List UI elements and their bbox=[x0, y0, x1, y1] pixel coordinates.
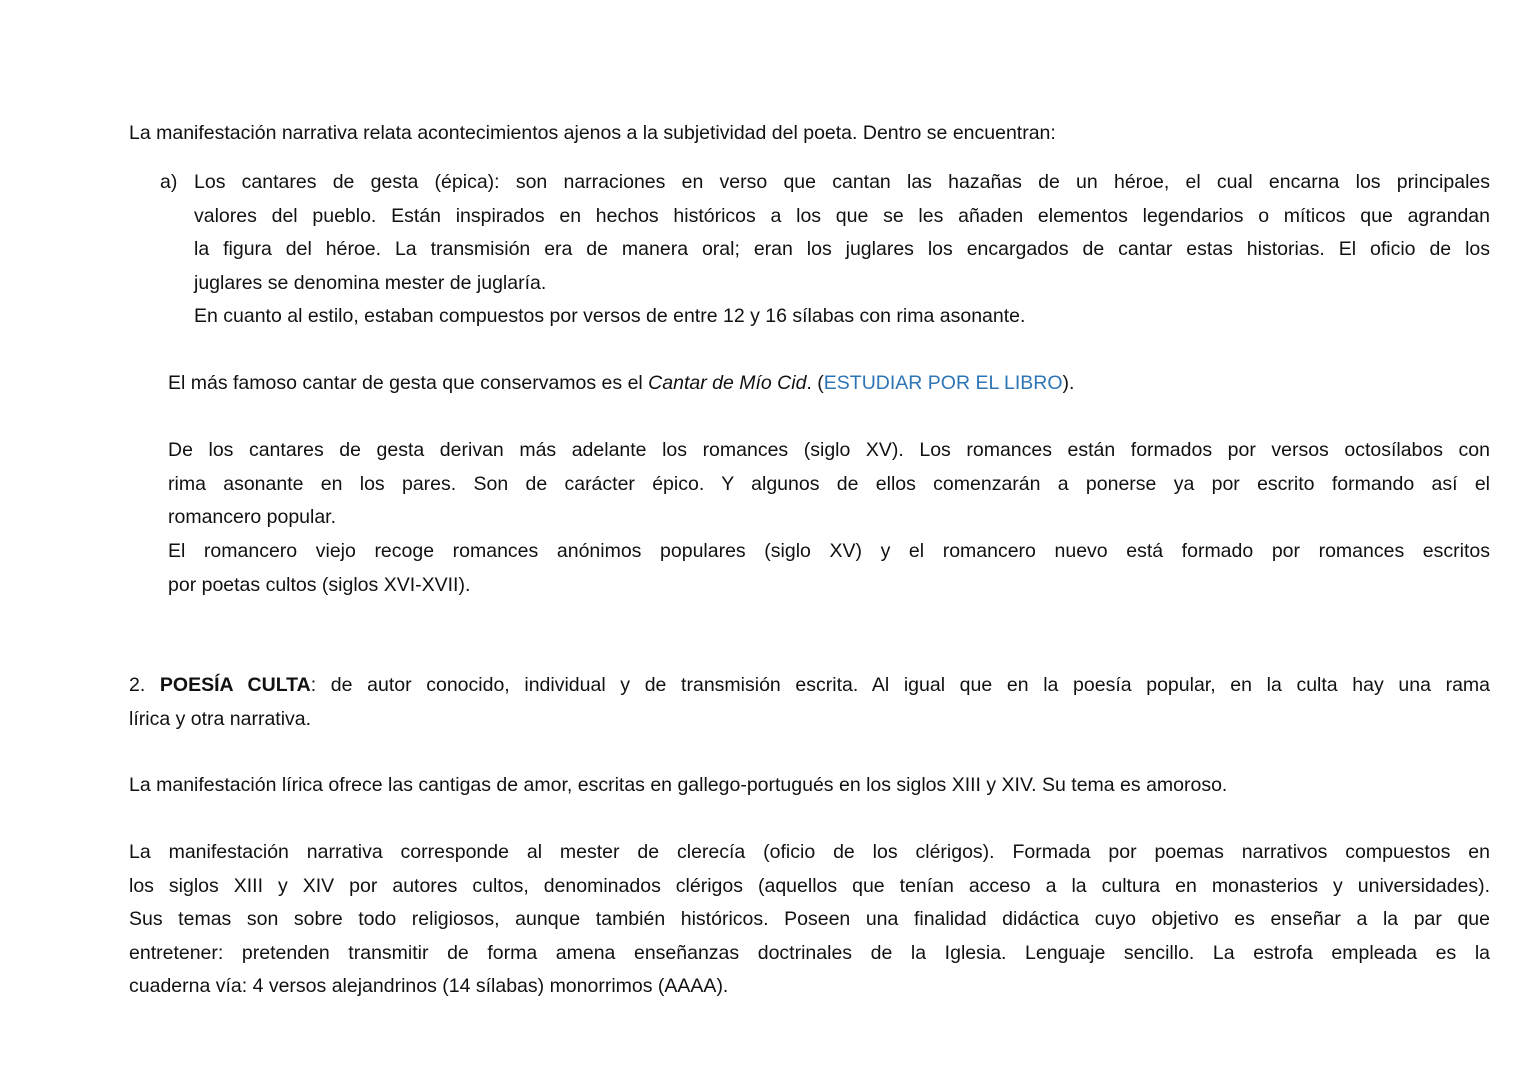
text-line: La manifestación narrativa relata acontecimientos ajenos a la subjetividad del poeta. Dentro se encuentran: bbox=[129, 122, 1056, 144]
study-link[interactable]: ESTUDIAR POR EL LIBRO bbox=[823, 372, 1063, 394]
paragraph-mio-cid bbox=[168, 367, 1490, 401]
text: : de autor conocido, individual y de transmisión escrita. Al igual que en la poesía popular, en la culta hay una rama bbox=[310, 674, 1490, 696]
paragraph-romances bbox=[168, 434, 1490, 535]
text-line: lírica y otra narrativa. bbox=[129, 707, 312, 730]
list-item-cantares-de-gesta bbox=[194, 166, 1490, 334]
text-line: rima asonante en los pares. Son de carácter épico. Y algunos de ellos comenzarán a ponerse ya por escrito formando así el bbox=[168, 472, 1490, 495]
paragraph-mester-clerecia bbox=[129, 836, 1490, 1004]
text-line: El romancero viejo recoge romances anónimos populares (siglo XV) y el romancero nuevo está formado por romances escritos bbox=[168, 540, 1490, 562]
text-line: los siglos XIII y XIV por autores cultos, denominados clérigos (aquellos que tenían acceso a la cultura en monasterios y universidades). bbox=[129, 874, 1490, 897]
text-line: Los cantares de gesta (épica): son narraciones en verso que cantan las hazañas de un héroe, el cual encarna los principales bbox=[194, 171, 1490, 193]
text-line: La manifestación lírica ofrece las cantigas de amor, escritas en gallego-portugués en los siglos XIII y XIV. Su tema es amoroso. bbox=[129, 774, 1228, 796]
paragraph-romancero bbox=[168, 535, 1490, 602]
paragraph-narrative-intro bbox=[129, 117, 1490, 151]
text-line: valores del pueblo. Están inspirados en hechos históricos a los que se les añaden elementos legendarios o míticos que agrandan bbox=[194, 204, 1490, 227]
text-line: cuaderna vía: 4 versos alejandrinos (14 sílabas) monorrimos (AAAA). bbox=[129, 975, 729, 997]
text-line: La manifestación narrativa corresponde al mester de clerecía (oficio de los clérigos). Formada por poemas narrativos compuestos en bbox=[129, 841, 1490, 863]
text-line bbox=[129, 669, 1490, 703]
text-line: romancero popular. bbox=[168, 506, 337, 528]
text-line: De los cantares de gesta derivan más adelante los romances (siglo XV). Los romances están formados por versos octosílabos con bbox=[168, 439, 1490, 461]
section-poesia-culta bbox=[129, 669, 1490, 736]
text-line: juglares se denomina mester de juglaría. bbox=[194, 271, 547, 294]
section-number: 2. bbox=[129, 674, 160, 696]
text-line: la figura del héroe. La transmisión era de manera oral; eran los juglares los encargados de cantar estas historias. El oficio de los bbox=[194, 238, 1490, 260]
text: . ( bbox=[806, 372, 824, 394]
text: ). bbox=[1062, 372, 1075, 394]
list-marker: a) bbox=[160, 171, 178, 193]
paragraph-lirica-culta bbox=[129, 769, 1490, 803]
text-line: Sus temas son sobre todo religiosos, aunque también históricos. Poseen una finalidad didáctica cuyo objetivo es enseñar a la par que bbox=[129, 908, 1490, 930]
text-line: En cuanto al estilo, estaban compuestos por versos de entre 12 y 16 sílabas con rima asonante. bbox=[194, 305, 1026, 327]
section-heading: POESÍA CULTA bbox=[159, 674, 311, 696]
text-line bbox=[168, 367, 1490, 401]
text: El más famoso cantar de gesta que conservamos es el bbox=[168, 372, 649, 394]
text-line: entretener: pretenden transmitir de forma amena enseñanzas doctrinales de la Iglesia. Lenguaje sencillo. La estrofa empleada es la bbox=[129, 941, 1490, 964]
book-title: Cantar de Mío Cid bbox=[648, 372, 807, 394]
text-line: por poetas cultos (siglos XVI-XVII). bbox=[168, 573, 471, 596]
